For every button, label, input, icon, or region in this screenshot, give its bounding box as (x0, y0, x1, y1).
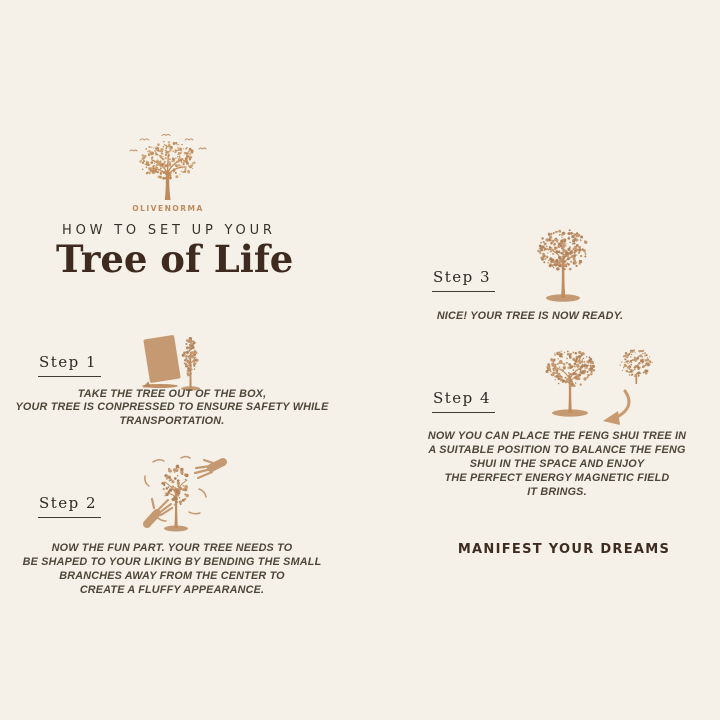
hands-shaping-tree-icon (126, 452, 226, 538)
step-4-line: IT BRINGS. (527, 486, 587, 498)
hand-icon (147, 499, 172, 524)
step-2-line: BE SHAPED TO YOUR LIKING BY BENDING THE SMALL (22, 556, 322, 568)
tree-with-birds-icon (122, 134, 214, 204)
curved-arrow-icon (603, 391, 629, 425)
step-1-line: TAKE THE TREE OUT OF THE BOX, (77, 388, 267, 400)
step-4-line: NOW YOU CAN PLACE THE FENG SHUI TREE IN (427, 430, 687, 442)
hand-icon (195, 460, 223, 478)
step-2-description (7, 541, 337, 597)
step-2-line: CREATE A FLUFFY APPEARANCE. (79, 584, 265, 596)
step-3-label: Step 3 (432, 268, 495, 292)
step-2-line: NOW THE FUN PART. YOUR TREE NEEDS TO (51, 542, 293, 554)
page-title: Tree of Life (56, 237, 294, 281)
step-1-description (7, 388, 337, 428)
ready-tree-icon (527, 224, 599, 306)
step-3-line: NICE! YOUR TREE IS NOW READY. (436, 310, 624, 322)
tagline: MANIFEST YOUR DREAMS (457, 542, 671, 557)
placement-trees-arrow-icon (533, 344, 663, 428)
step-1-label: Step 1 (38, 353, 101, 377)
brand-name: OLIVENORMA (132, 204, 204, 213)
step-4-description (411, 429, 703, 499)
step-1-line: TRANSPORTATION. (119, 414, 225, 427)
step-2-line: BRANCHES AWAY FROM THE CENTER TO (59, 570, 285, 582)
step-4-line: THE PERFECT ENERGY MAGNETIC FIELD (444, 472, 670, 484)
step-4-line: SHUI IN THE SPACE AND ENJOY (469, 458, 645, 470)
step-1-line: YOUR TREE IS CONPRESSED TO ENSURE SAFETY WHILE (15, 401, 329, 414)
heading-kicker: HOW TO SET UP YOUR (62, 223, 276, 238)
box-and-compressed-tree-icon (128, 330, 208, 394)
step-2-label: Step 2 (38, 494, 101, 518)
step-4-label: Step 4 (432, 389, 495, 413)
step-4-line: A SUITABLE POSITION TO BALANCE THE FENG (428, 444, 686, 456)
step-3-description (384, 309, 676, 323)
